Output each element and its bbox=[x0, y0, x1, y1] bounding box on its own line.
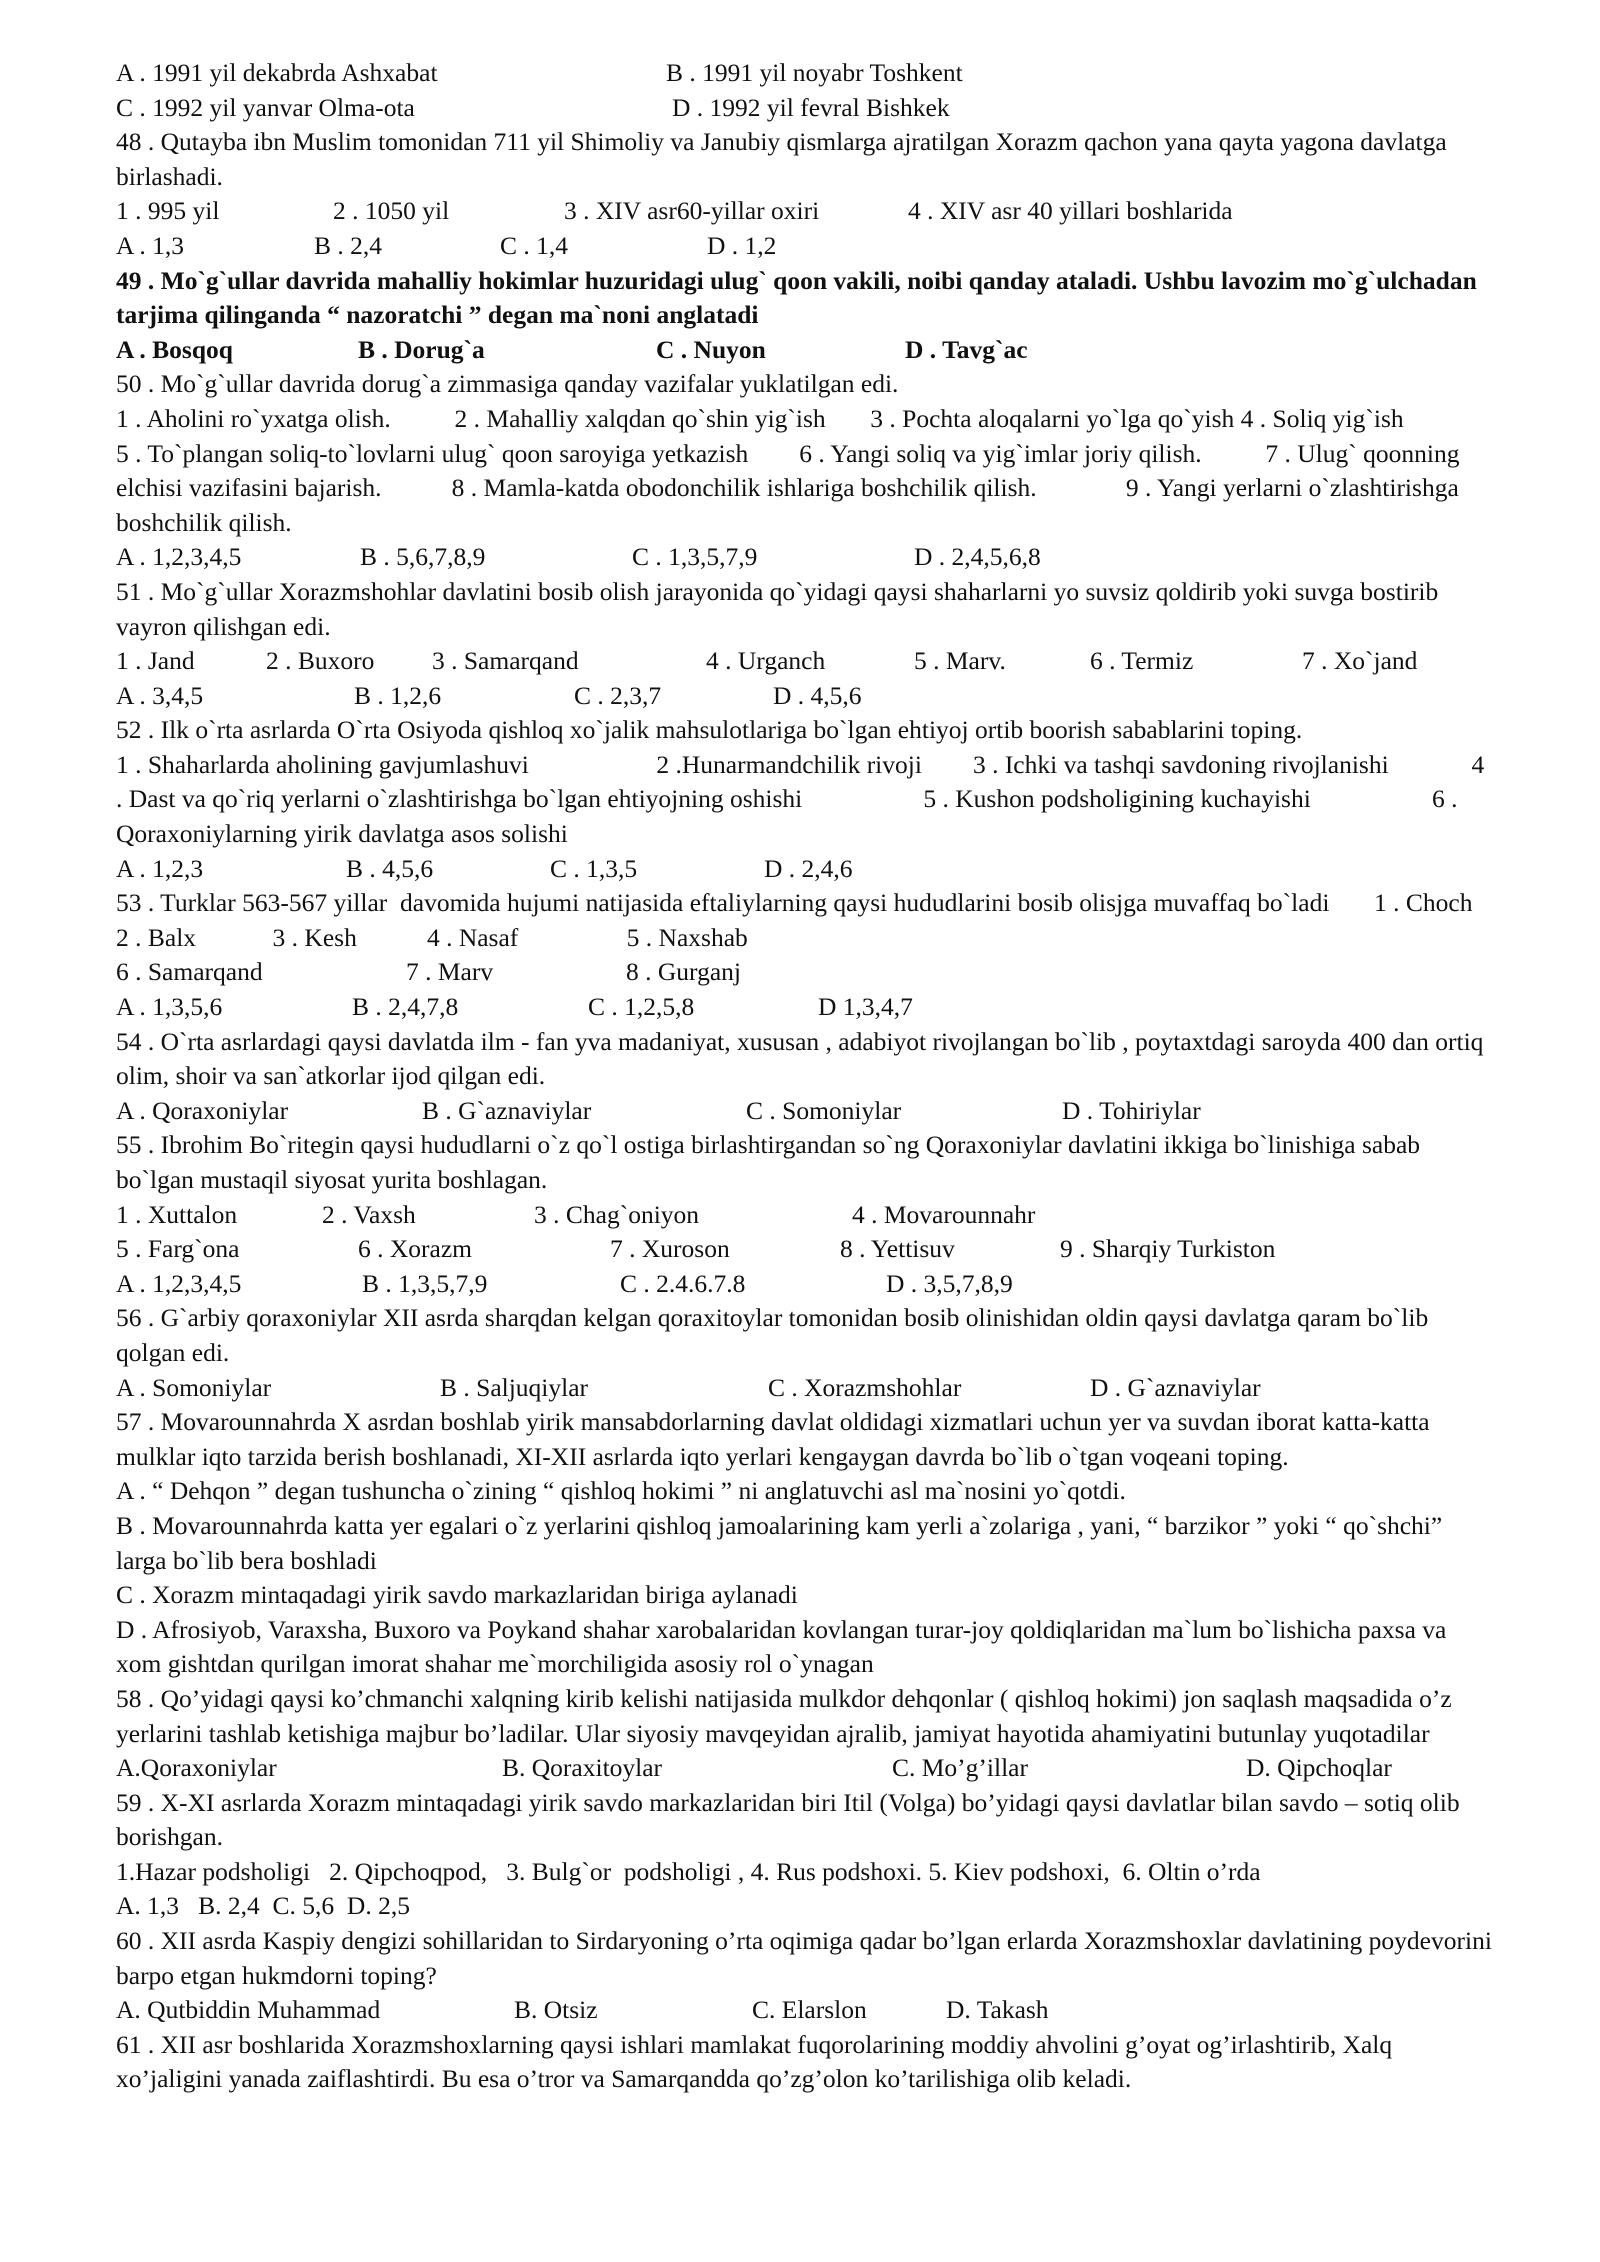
answer-c: C . Somoniylar bbox=[746, 1095, 902, 1125]
question-57-answer-b: B . Movarounnahrda katta yer egalari o`z yerlarini qishloq jamoalarining kam yerli a`zolariga , yani, “ barzikor ” yoki “ qo`shchi” larga bo`lib bera boshladi bbox=[116, 1510, 1443, 1575]
option-9: 9 . Sharqiy Turkiston bbox=[1060, 1234, 1276, 1264]
answer-b: B . 4,5,6 bbox=[346, 853, 434, 883]
answer-b: B . 5,6,7,8,9 bbox=[360, 542, 486, 572]
answer-a: A . Somoniylar bbox=[116, 1372, 272, 1402]
answer-c: C . 1,3,5 bbox=[550, 853, 638, 883]
question-53-answers bbox=[116, 990, 1496, 1025]
question-56-answers bbox=[116, 1371, 1496, 1406]
question-59-answers: A. 1,3 B. 2,4 C. 5,6 D. 2,5 bbox=[116, 1891, 410, 1921]
option-1: 1 . 995 yil bbox=[116, 196, 220, 226]
option-2: 2 . Vaxsh bbox=[322, 1199, 416, 1229]
answer-a: A . 1,2,3,4,5 bbox=[116, 542, 242, 572]
answer-a: A . 1,3 bbox=[116, 230, 185, 260]
question-60: 60 . XII asrda Kaspiy dengizi sohillaridan to Sirdaryoning o’rta oqimiga qadar bo’lgan erlarda Xorazmshoxlar davlatining poydevorini barpo etgan hukmdorni toping? bbox=[116, 1926, 1492, 1990]
answer-c: C . Xorazmshohlar bbox=[768, 1372, 962, 1402]
answer-d: D . 3,5,7,8,9 bbox=[886, 1268, 1013, 1298]
question-53: 53 . Turklar 563-567 yillar davomida hujumi natijasida eftaliylarning qaysi hududlarini bosib olisjga muvaffaq bo`ladi 1 . Choch 2 . Balx 3 . Kesh 4 . Nasaf 5 . Naxshab bbox=[116, 888, 1537, 952]
question-61: 61 . XII asr boshlarida Xorazmshoxlarning qaysi ishlari mamlakat fuqorolarining moddiy ahvolini g’oyat og’irlashtirib, Xalq xo’jaligini yanada zaiflashtirdi. Bu esa o’tror va Samarqandda qo’zg’olon ko’tarilishiga olib keladi. bbox=[116, 2029, 1393, 2094]
answer-c: C . 1,2,5,8 bbox=[588, 992, 695, 1022]
answer-a: A. Qutbiddin Muhammad bbox=[116, 1995, 381, 2025]
question-48: 48 . Qutayba ibn Muslim tomonidan 711 yil Shimoliy va Janubiy qismlarga ajratilgan Xorazm qachon yana qayta yagona davlatga birlashadi. bbox=[116, 127, 1447, 191]
answer-d: D . Tohiriylar bbox=[1062, 1095, 1201, 1125]
question-54: 54 . O`rta asrlardagi qaysi davlatda ilm - fan yva madaniyat, xususan , adabiyot rivojlangan bo`lib , poytaxtdagi saroyda 400 dan ortiq olim, shoir va san`atkorlar ijod qilgan edi. bbox=[116, 1026, 1484, 1091]
answer-d: D . G`aznaviylar bbox=[1090, 1372, 1261, 1402]
answer-a: A . 3,4,5 bbox=[116, 680, 204, 710]
answer-row bbox=[116, 56, 1496, 91]
answer-c: C . 2,3,7 bbox=[574, 680, 662, 710]
question-52: 52 . Ilk o`rta asrlarda O`rta Osiyoda qishloq xo`jalik mahsulotlariga bo`lgan ehtiyoj ortib boorish sabablarini toping. bbox=[116, 715, 1303, 745]
question-57-answer-c: C . Xorazm mintaqadagi yirik savdo markazlaridan biriga aylanadi bbox=[116, 1580, 798, 1610]
answer-a: A . Bosqoq bbox=[116, 334, 233, 364]
question-57-answer-a: A . “ Dehqon ” degan tushuncha o`zining “ qishloq hokimi ” ni anglatuvchi asl ma`nosini yo`qotdi. bbox=[116, 1476, 1126, 1506]
answer-b: B . Dorug`a bbox=[358, 334, 485, 364]
answer-a: A . 1,2,3,4,5 bbox=[116, 1268, 242, 1298]
question-50-options: 1 . Aholini ro`yxatga olish. 2 . Mahalliy xalqdan qo`shin yig`ish 3 . Pochta aloqalarni yo`lga qo`yish 4 . Soliq yig`ish 5 . To`plangan soliq-to`lovlarni ulug` qoon saroyiga yetkazish 6 . Yangi soliq va yig`imlar joriy qilish. 7 . Ulug` qoonning elchisi vazifasini bajarish. 8 . Mamla-katda obodonchilik ishlariga boshchilik qilish. 9 . Yangi yerlarni o`zlashtirishga boshchilik qilish. bbox=[116, 403, 1500, 537]
answer-b: B . 2,4 bbox=[314, 230, 383, 260]
option-1: 1 . Xuttalon bbox=[116, 1199, 238, 1229]
option-4: 4 . XIV asr 40 yillari boshlarida bbox=[908, 196, 1233, 226]
option-7: 7 . Xuroson bbox=[610, 1234, 730, 1264]
answer-d: D . 1,2 bbox=[707, 230, 777, 260]
question-58: 58 . Qo’yidagi qaysi ko’chmanchi xalqning kirib kelishi natijasida mulkdor dehqonlar ( qishloq hokimi) jon saqlash maqsadida o’z yerlarini tashlab ketishiga majbur bo’ladilar. Ular siyosiy mavqeyidan ajralib, jamiyat hayotida ahamiyatini butunlay yuqotadilar bbox=[116, 1683, 1452, 1748]
option-b: B . 1991 yil noyabr Toshkent bbox=[666, 58, 963, 87]
answer-b: B . 1,2,6 bbox=[354, 680, 442, 710]
option-4: 4 . Urganch bbox=[706, 646, 826, 676]
answer-row bbox=[116, 91, 1496, 126]
option-7: 7 . Xo`jand bbox=[1302, 646, 1418, 676]
answer-a: A . 1,3,5,6 bbox=[116, 992, 223, 1022]
answer-c: C. Elarslon bbox=[752, 1995, 867, 2025]
option-3: 3 . Chag`oniyon bbox=[534, 1199, 700, 1229]
option-2: 2 . 1050 yil bbox=[333, 196, 450, 226]
option-2: 2 . Buxoro bbox=[266, 646, 375, 676]
option-6: 6 . Samarqand bbox=[116, 957, 263, 987]
question-51-options bbox=[116, 644, 1496, 679]
question-51-answers bbox=[116, 679, 1496, 714]
answer-d: D 1,3,4,7 bbox=[818, 992, 913, 1022]
option-3: 3 . Samarqand bbox=[432, 646, 579, 676]
answer-c: C . 1,4 bbox=[500, 230, 569, 260]
question-54-answers bbox=[116, 1094, 1496, 1129]
answer-b: B . Saljuqiylar bbox=[440, 1372, 589, 1402]
option-6: 6 . Termiz bbox=[1090, 646, 1194, 676]
question-52-options: 1 . Shaharlarda aholining gavjumlashuvi 2 .Hunarmandchilik rivoji 3 . Ichki va tashqi savdoning rivojlanishi 4 . Dast va qo`riq yerlarni o`zlashtirishga bo`lgan ehtiyojning oshishi 5 . Kushon podsholigining kuchayishi 6 . Qoraxoniylarning yirik davlatga asos solishi bbox=[116, 749, 1491, 849]
question-58-answers bbox=[116, 1751, 1496, 1786]
answer-d: D . Tavg`ac bbox=[905, 334, 1028, 364]
answer-b: B . G`aznaviylar bbox=[422, 1095, 592, 1125]
question-57: 57 . Movarounnahrda X asrdan boshlab yirik mansabdorlarning davlat oldidagi xizmatlari uchun yer va suvdan iborat katta-katta mulklar iqto tarzida berish boshlanadi, XI-XII asrlarda iqto yerlari kengaygan davrda bo`lib o`tgan voqeani toping. bbox=[116, 1407, 1430, 1471]
option-8: 8 . Yettisuv bbox=[840, 1234, 955, 1264]
answer-d: D. Takash bbox=[946, 1995, 1049, 2025]
option-6: 6 . Xorazm bbox=[358, 1234, 473, 1264]
question-55-options-row2 bbox=[116, 1232, 1496, 1267]
question-59: 59 . X-XI asrlarda Xorazm mintaqadagi yirik savdo markazlaridan biri Itil (Volga) bo’yidagi qaysi davlatlar bilan savdo – sotiq olib borishgan. bbox=[116, 1787, 1460, 1852]
option-d: D . 1992 yil fevral Bishkek bbox=[672, 92, 950, 122]
question-53-options bbox=[116, 955, 1496, 990]
question-55: 55 . Ibrohim Bo`ritegin qaysi hududlarni o`z qo`l ostiga birlashtirgandan so`ng Qoraxoniylar davlatini ikkiga bo`linishiga sabab bo`lgan mustaqil siyosat yurita boshlagan. bbox=[116, 1130, 1421, 1194]
question-48-options bbox=[116, 194, 1496, 229]
question-56: 56 . G`arbiy qoraxoniylar XII asrda sharqdan kelgan qoraxitoylar tomonidan bosib olinishidan oldin qaysi davlatga qaram bo`lib qolgan edi. bbox=[116, 1303, 1429, 1367]
option-3: 3 . XIV asr60-yillar oxiri bbox=[564, 196, 820, 226]
answer-a: A . Qoraxoniylar bbox=[116, 1095, 289, 1125]
option-1: 1 . Jand bbox=[116, 646, 195, 676]
question-57-answer-d: D . Afrosiyob, Varaxsha, Buxoro va Poykand shahar xarobalaridan kovlangan turar-joy qoldiqlaridan ma`lum bo`lishicha paxsa va xom gishtdan qurilgan imorat shahar me`morchiligida asosiy rol o`ynagan bbox=[116, 1614, 1447, 1679]
answer-d: D . 4,5,6 bbox=[773, 680, 862, 710]
answer-d: D. Qipchoqlar bbox=[1246, 1753, 1392, 1783]
option-c: C . 1992 yil yanvar Olma-ota bbox=[116, 92, 415, 122]
question-55-answers bbox=[116, 1267, 1496, 1302]
option-5: 5 . Marv. bbox=[914, 646, 1006, 676]
answer-c: C. Mo’g’illar bbox=[892, 1753, 1028, 1783]
question-51: 51 . Mo`g`ullar Xorazmshohlar davlatini bosib olish jarayonida qo`yidagi qaysi shaharlarni yo suvsiz qoldirib yoki suvga bostirib vayron qilishgan edi. bbox=[116, 576, 1439, 641]
option-a: A . 1991 yil dekabrda Ashxabat bbox=[116, 58, 438, 87]
question-59-options: 1.Hazar podsholigi 2. Qipchoqpod, 3. Bulg`or podsholigi , 4. Rus podshoxi. 5. Kiev podshoxi, 6. Oltin o’rda bbox=[116, 1856, 1261, 1886]
answer-b: B. Otsiz bbox=[514, 1995, 598, 2025]
option-5: 5 . Farg`ona bbox=[116, 1234, 240, 1264]
question-52-answers bbox=[116, 852, 1496, 887]
question-48-answers bbox=[116, 229, 1496, 264]
answer-c: C . Nuyon bbox=[656, 334, 766, 364]
answer-b: B . 1,3,5,7,9 bbox=[362, 1268, 488, 1298]
answer-b: B. Qoraxitoylar bbox=[502, 1753, 663, 1783]
answer-d: D . 2,4,6 bbox=[764, 853, 853, 883]
answer-b: B . 2,4,7,8 bbox=[352, 992, 459, 1022]
question-49-answers bbox=[116, 333, 1496, 368]
answer-a: A.Qoraxoniylar bbox=[116, 1753, 277, 1783]
option-4: 4 . Movarounnahr bbox=[852, 1199, 1036, 1229]
question-49: 49 . Mo`g`ullar davrida mahalliy hokimlar huzuridagi ulug` qoon vakili, noibi qanday ataladi. Ushbu lavozim mo`g`ulchadan tarjima qilinganda “ nazoratchi ” degan ma`noni anglatadi bbox=[116, 265, 1477, 330]
answer-a: A . 1,2,3 bbox=[116, 853, 204, 883]
option-7: 7 . Marv bbox=[406, 957, 494, 987]
question-55-options-row1 bbox=[116, 1198, 1496, 1233]
document-page bbox=[116, 56, 1537, 2097]
answer-c: C . 1,3,5,7,9 bbox=[632, 542, 758, 572]
option-8: 8 . Gurganj bbox=[626, 957, 741, 987]
answer-d: D . 2,4,5,6,8 bbox=[914, 542, 1041, 572]
question-50: 50 . Mo`g`ullar davrida dorug`a zimmasiga qanday vazifalar yuklatilgan edi. bbox=[116, 369, 899, 399]
answer-c: C . 2.4.6.7.8 bbox=[620, 1268, 746, 1298]
question-50-answers bbox=[116, 540, 1496, 575]
question-60-answers bbox=[116, 1993, 1496, 2028]
